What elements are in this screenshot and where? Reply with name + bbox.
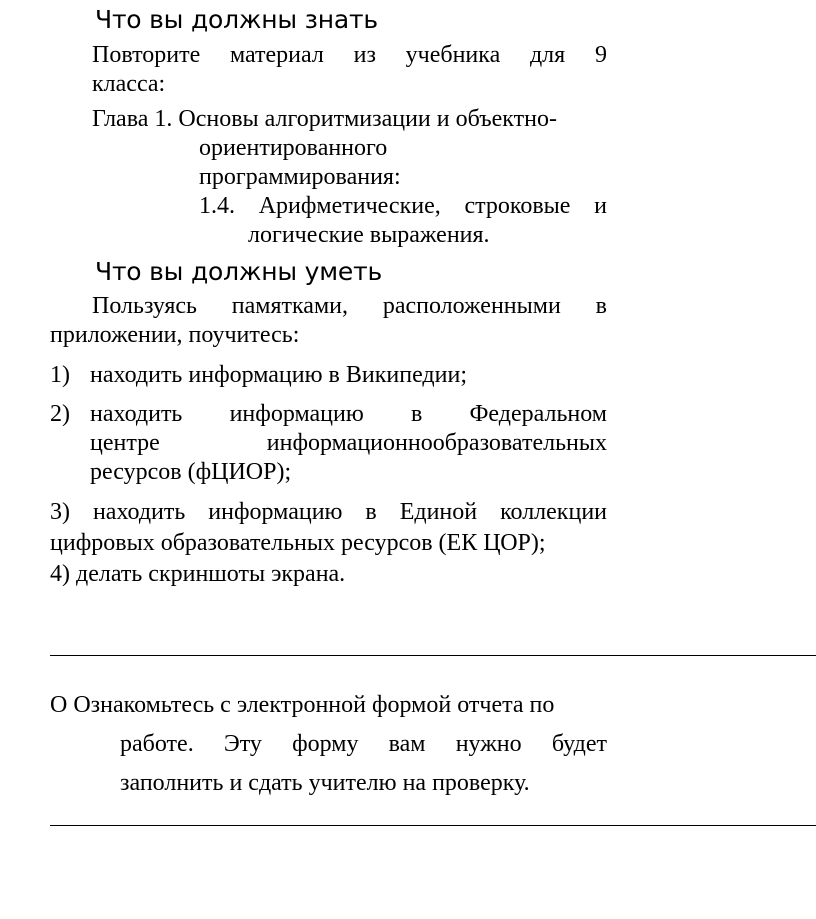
heading-what-to-know: Что вы должны знать [95, 5, 378, 34]
report-line-3: заполнить и сдать учителю на проверку. [120, 770, 530, 796]
word: материал [229, 42, 324, 68]
list-item-2-number: 2) [50, 401, 70, 427]
word: Эту [223, 731, 262, 757]
word: Федеральном [469, 401, 607, 427]
word: Пользуясь [92, 293, 197, 319]
word: Единой [399, 499, 478, 525]
word: из [353, 42, 376, 68]
word: вам [388, 731, 426, 757]
subsection-line-2: логические выражения. [248, 222, 490, 248]
list-item-2-line-2 [90, 431, 607, 455]
word: памятками, [231, 293, 348, 319]
word: строковые [464, 193, 571, 219]
word: центре [90, 430, 160, 456]
divider-top [50, 655, 816, 656]
word: форму [292, 731, 359, 757]
word: информацию [208, 499, 343, 525]
list-item-1-text: находить информацию в Википедии; [90, 362, 467, 388]
word: Повторите [92, 42, 201, 68]
list-item-1-number: 1) [50, 362, 70, 388]
know-intro-line-1 [92, 43, 607, 67]
list-item-3-line-2: цифровых образовательных ресурсов (ЕК ЦОР); [50, 530, 546, 556]
word: для [529, 42, 566, 68]
word: работе. [120, 731, 194, 757]
word: Арифметические, [258, 193, 441, 219]
subsection-line-1 [199, 194, 607, 218]
can-intro-line-1 [92, 294, 607, 318]
word: информацию [229, 401, 364, 427]
word: находить [92, 499, 186, 525]
word: 3) [50, 499, 70, 525]
heading-what-to-do: Что вы должны уметь [95, 257, 383, 286]
list-item-3-line-1 [50, 500, 607, 524]
can-intro-line-2: приложении, поучитесь: [50, 322, 300, 348]
chapter-line-1: Глава 1. Основы алгоритмизации и объектно- [92, 106, 557, 132]
word: учебника [405, 42, 501, 68]
word: будет [551, 731, 607, 757]
list-item-4: 4) делать скриншоты экрана. [50, 561, 346, 587]
word: и [594, 193, 607, 219]
word: в [365, 499, 377, 525]
word: информационнообразовательных [266, 430, 607, 456]
word: коллекции [500, 499, 607, 525]
report-line-1: О Ознакомьтесь с электронной формой отчета по [50, 692, 555, 718]
word: находить [90, 401, 183, 427]
word: 1.4. [199, 193, 235, 219]
chapter-line-3: программирования: [199, 164, 401, 190]
list-item-2-line-1 [90, 402, 607, 426]
word: нужно [455, 731, 522, 757]
know-intro-line-2: класса: [92, 71, 166, 97]
word: в [595, 293, 607, 319]
word: в [410, 401, 423, 427]
chapter-line-2: ориентированного [199, 135, 388, 161]
word: 9 [594, 42, 607, 68]
word: расположенными [382, 293, 561, 319]
divider-bottom [50, 825, 816, 826]
report-line-2 [120, 732, 607, 756]
list-item-2-line-3: ресурсов (фЦИОР); [90, 459, 292, 485]
